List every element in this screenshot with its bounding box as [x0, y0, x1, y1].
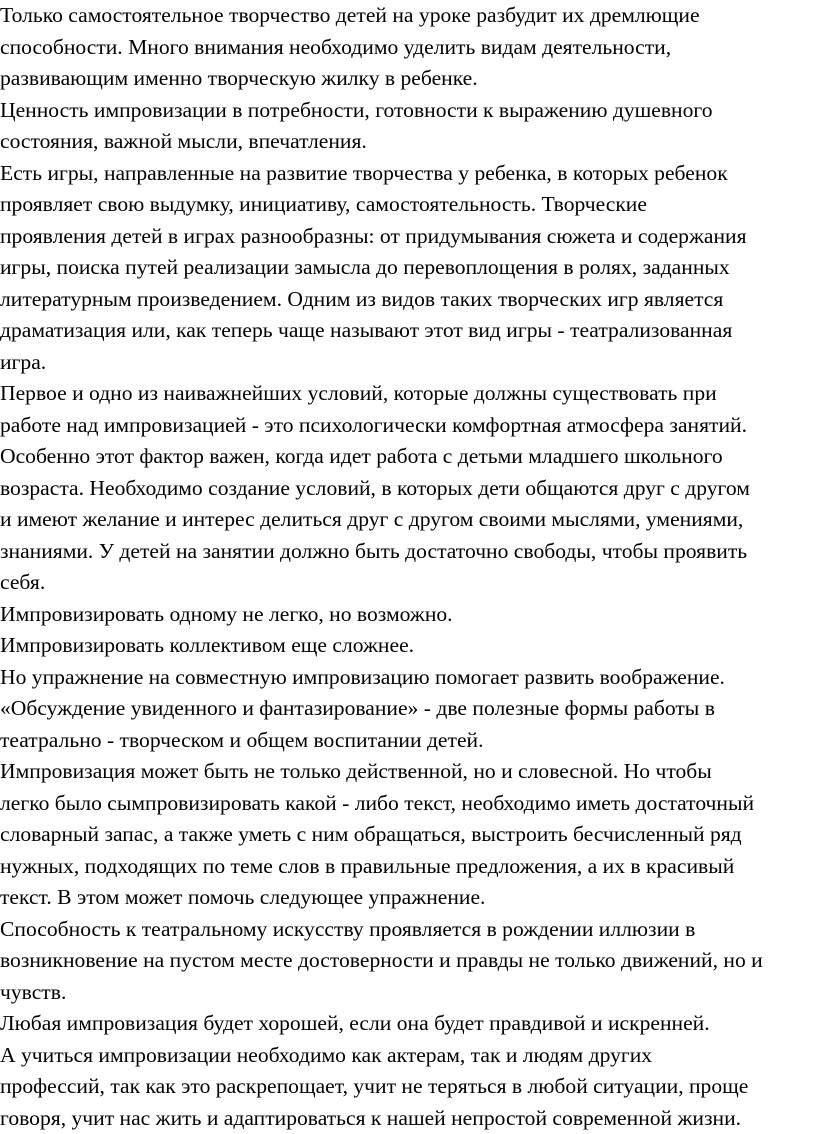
text-line: драматизация или, как теперь чаще называют этот вид игры - театрализованная [0, 315, 816, 347]
text-line: развивающим именно творческую жилку в ребенке. [0, 63, 816, 95]
text-line: способности. Много внимания необходимо уделить видам деятельности, [0, 32, 816, 64]
text-line: Импровизировать одному не легко, но возможно. [0, 599, 816, 631]
paragraph [0, 599, 816, 631]
paragraph [0, 95, 816, 158]
paragraph [0, 914, 816, 1009]
text-line: Импровизировать коллективом еще сложнее. [0, 630, 816, 662]
text-line: литературным произведением. Одним из видов таких творческих игр является [0, 284, 816, 316]
text-line: Способность к театральному искусству проявляется в рождении иллюзии в [0, 914, 816, 946]
text-line: Только самостоятельное творчество детей на уроке разбудит их дремлющие [0, 0, 816, 32]
text-line: словарный запас, а также уметь с ним обращаться, выстроить бесчисленный ряд [0, 819, 816, 851]
text-line: возраста. Необходимо создание условий, в которых дети общаются друг с другом [0, 473, 816, 505]
paragraph [0, 630, 816, 662]
text-line: проявляет свою выдумку, инициативу, самостоятельность. Творческие [0, 189, 816, 221]
text-line: Любая импровизация будет хорошей, если она будет правдивой и искренней. [0, 1008, 816, 1040]
text-line: текст. В этом может помочь следующее упражнение. [0, 882, 816, 914]
text-line: проявления детей в играх разнообразны: от придумывания сюжета и содержания [0, 221, 816, 253]
paragraph [0, 662, 816, 694]
text-line: себя. [0, 567, 816, 599]
text-line: Первое и одно из наиважнейших условий, которые должны существовать при [0, 378, 816, 410]
text-line: театрально - творческом и общем воспитании детей. [0, 725, 816, 757]
paragraph [0, 693, 816, 756]
paragraph [0, 756, 816, 914]
text-line: профессий, так как это раскрепощает, учит не теряться в любой ситуации, проще [0, 1071, 816, 1103]
text-line: возникновение на пустом месте достоверности и правды не только движений, но и [0, 945, 816, 977]
text-line: состояния, важной мысли, впечатления. [0, 126, 816, 158]
text-line: нужных, подходящих по теме слов в правильные предложения, а их в красивый [0, 851, 816, 883]
text-line: «Обсуждение увиденного и фантазирование» - две полезные формы работы в [0, 693, 816, 725]
text-line: знаниями. У детей на занятии должно быть достаточно свободы, чтобы проявить [0, 536, 816, 568]
text-line: чувств. [0, 977, 816, 1009]
text-line: Есть игры, направленные на развитие творчества у ребенка, в которых ребенок [0, 158, 816, 190]
text-line: Ценность импровизации в потребности, готовности к выражению душевного [0, 95, 816, 127]
text-line: и имеют желание и интерес делиться друг с другом своими мыслями, умениями, [0, 504, 816, 536]
paragraph [0, 0, 816, 95]
text-line: А учиться импровизации необходимо как актерам, так и людям других [0, 1040, 816, 1072]
text-line: работе над импровизацией - это психологически комфортная атмосфера занятий. [0, 410, 816, 442]
text-line: говоря, учит нас жить и адаптироваться к нашей непростой современной жизни. [0, 1103, 816, 1134]
text-line: Импровизация может быть не только действенной, но и словесной. Но чтобы [0, 756, 816, 788]
text-line: игры, поиска путей реализации замысла до перевоплощения в ролях, заданных [0, 252, 816, 284]
paragraph [0, 378, 816, 599]
text-line: Особенно этот фактор важен, когда идет работа с детьми младшего школьного [0, 441, 816, 473]
paragraph [0, 158, 816, 379]
text-line: игра. [0, 347, 816, 379]
text-line: Но упражнение на совместную импровизацию помогает развить воображение. [0, 662, 816, 694]
paragraph [0, 1040, 816, 1134]
text-line: легко было сымпровизировать какой - либо текст, необходимо иметь достаточный [0, 788, 816, 820]
paragraph [0, 1008, 816, 1040]
